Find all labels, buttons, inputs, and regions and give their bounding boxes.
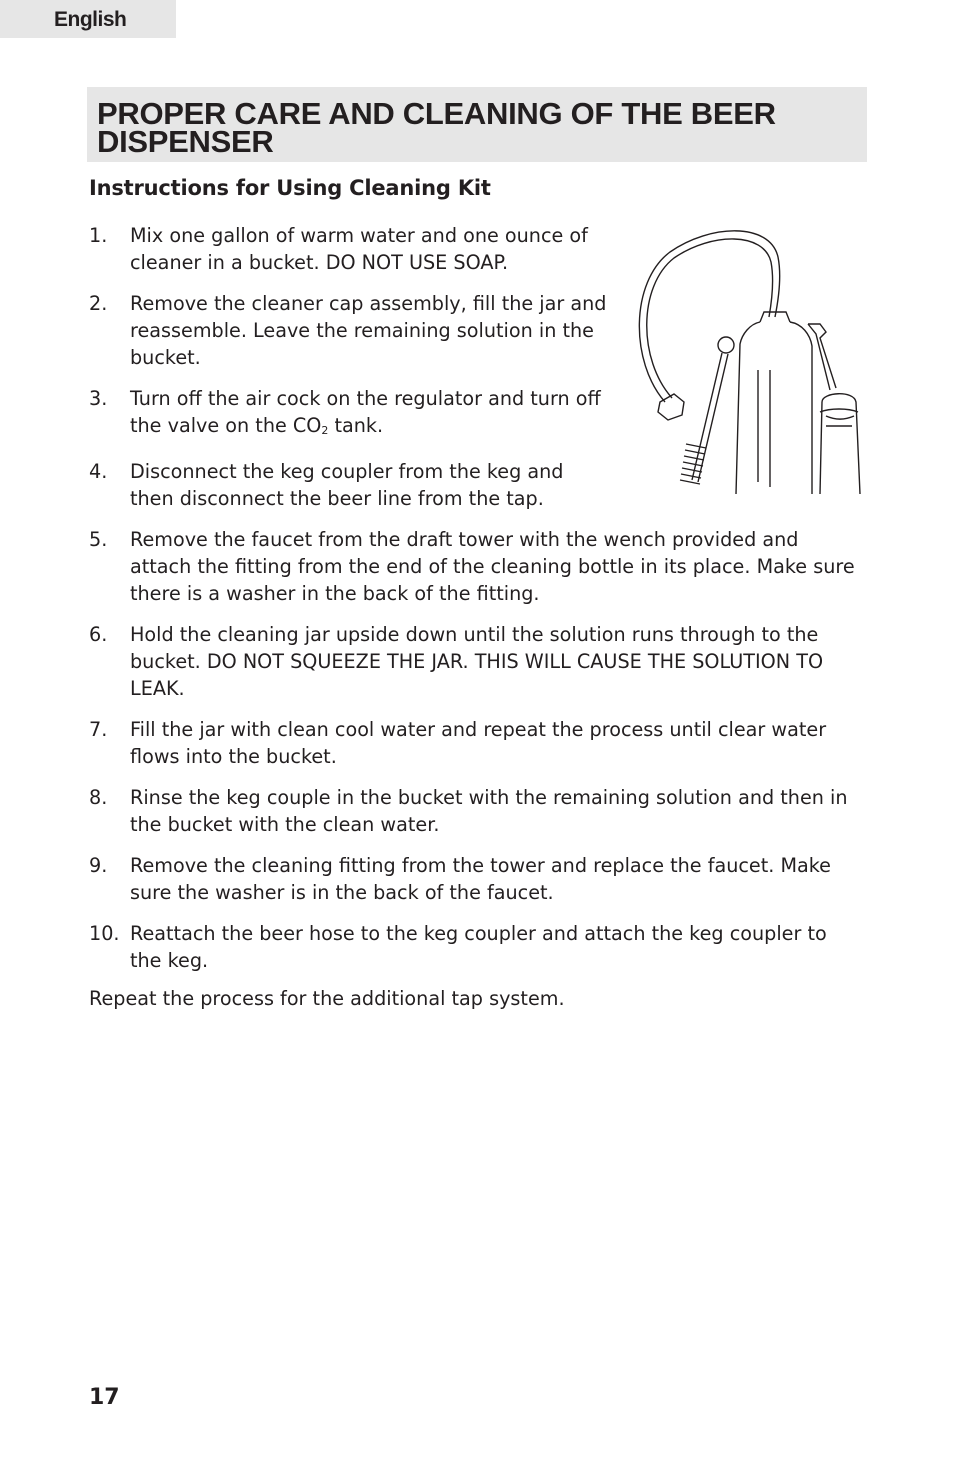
step-text: Remove the cleaner cap assembly, fill the jar and reassemble. Leave the remaining solution in the bucket. <box>130 292 607 369</box>
step-text: Remove the faucet from the draft tower with the wench provided and attach the fitting from the end of the cleaning bottle in its place. Make sure there is a washer in the back of the fitting. <box>130 528 855 605</box>
step-text-part: tank. <box>328 414 384 437</box>
cleaning-kit-illustration <box>630 212 866 502</box>
section-title-box <box>87 87 867 162</box>
language-tab-label: English <box>54 8 127 31</box>
list-item <box>89 784 864 838</box>
step-number: 8. <box>89 786 108 809</box>
step-text: Disconnect the keg coupler from the keg and then disconnect the beer line from the tap. <box>130 460 564 510</box>
step-text: Fill the jar with clean cool water and repeat the process until clear water flows into the bucket. <box>130 718 827 768</box>
list-item <box>89 526 864 607</box>
list-item <box>89 621 864 702</box>
list-item <box>89 852 864 906</box>
list-item <box>89 920 864 974</box>
step-text-part: Turn off the air cock on the regulator and turn off the valve on the CO <box>130 387 601 437</box>
step-number: 6. <box>89 623 108 646</box>
step-number: 4. <box>89 460 108 483</box>
list-item <box>89 716 864 770</box>
page-number: 17 <box>89 1385 120 1410</box>
step-text <box>130 385 610 444</box>
step-number: 10. <box>89 922 120 945</box>
step-text: Remove the cleaning fitting from the tower and replace the faucet. Make sure the washer is in the back of the faucet. <box>130 854 831 904</box>
step-number: 9. <box>89 854 108 877</box>
step-text: Mix one gallon of warm water and one ounce of cleaner in a bucket. DO NOT USE SOAP. <box>130 224 588 274</box>
co2-subscript: 2 <box>321 424 329 437</box>
language-tab <box>0 0 176 38</box>
step-number: 3. <box>89 387 108 410</box>
step-number: 1. <box>89 224 108 247</box>
step-text: Rinse the keg couple in the bucket with the remaining solution and then in the bucket with the clean water. <box>130 786 848 836</box>
step-number: 2. <box>89 292 108 315</box>
closing-note: Repeat the process for the additional tap system. <box>89 987 565 1010</box>
step-number: 7. <box>89 718 108 741</box>
step-number: 5. <box>89 528 108 551</box>
subheading: Instructions for Using Cleaning Kit <box>89 176 491 200</box>
page-title: PROPER CARE AND CLEANING OF THE BEER DISPENSER <box>97 96 776 159</box>
step-text: Reattach the beer hose to the keg coupler and attach the keg coupler to the keg. <box>130 922 827 972</box>
step-text: Hold the cleaning jar upside down until the solution runs through to the bucket. DO NOT SQUEEZE THE JAR. THIS WILL CAUSE THE SOLUTION TO LEAK. <box>130 623 824 700</box>
